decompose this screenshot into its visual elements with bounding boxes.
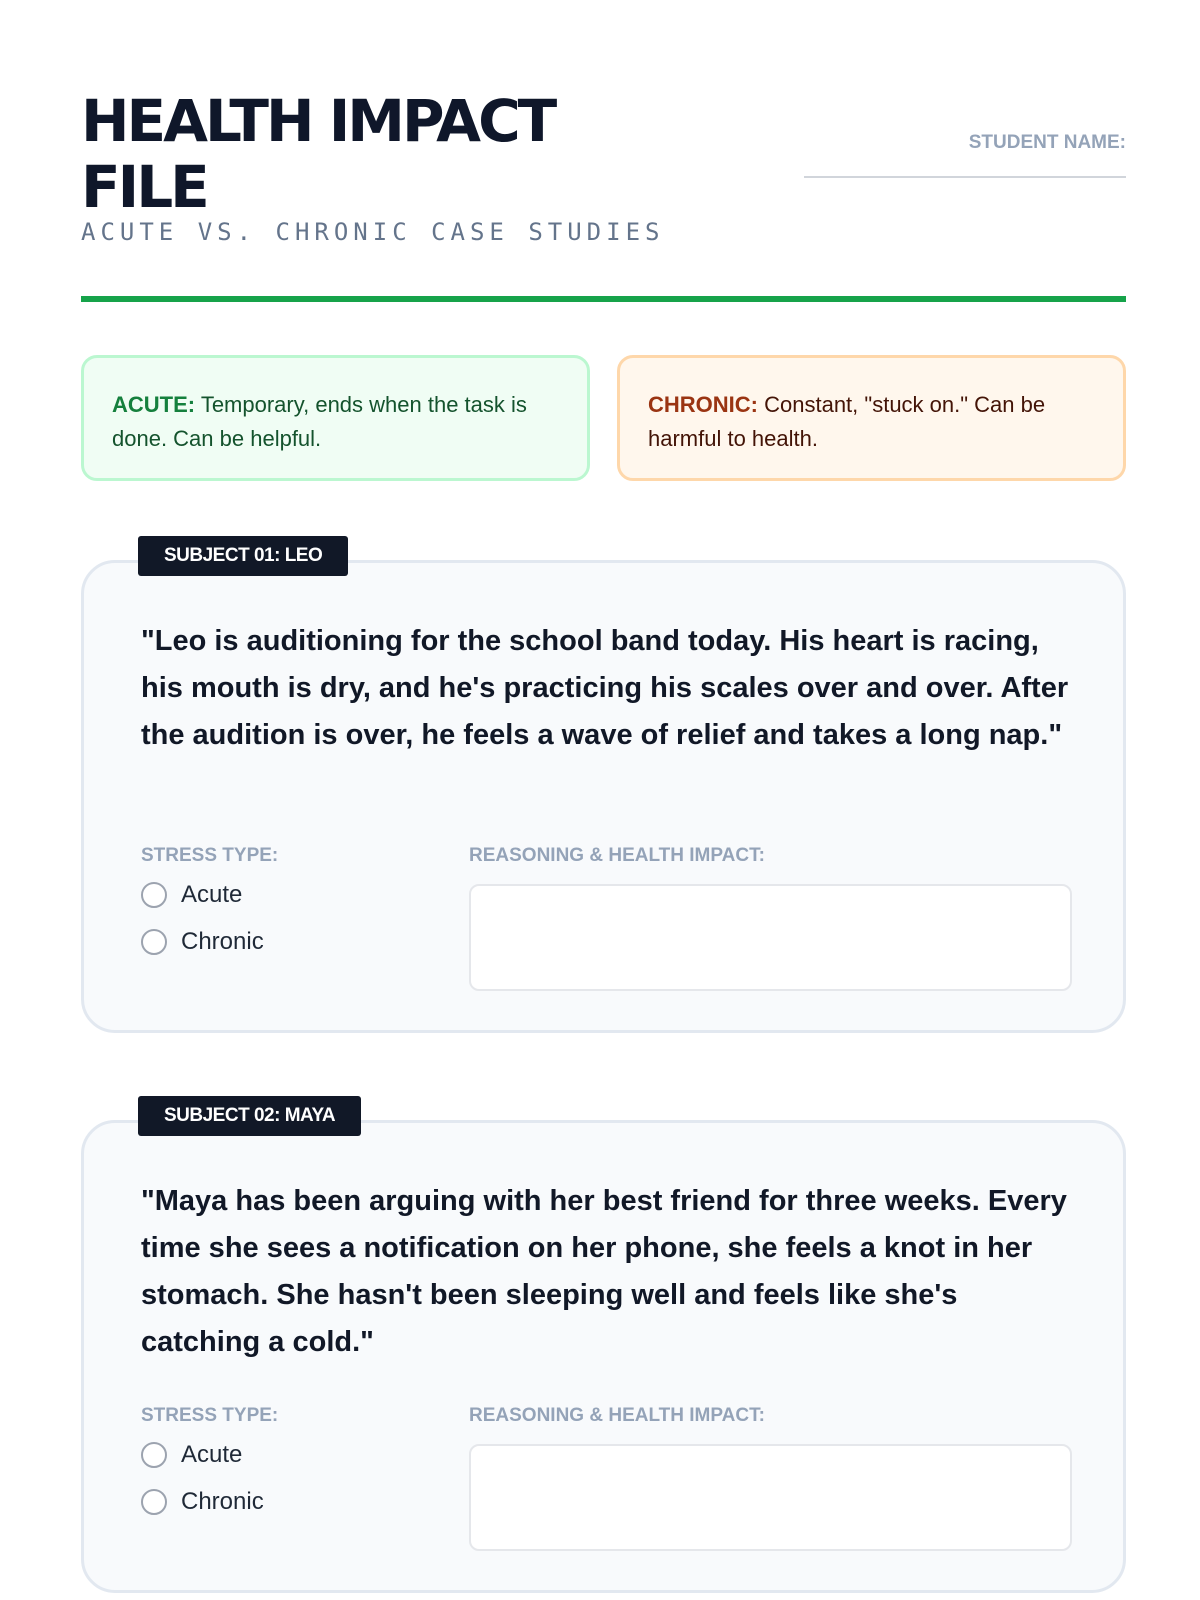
- radio-circle-icon[interactable]: [141, 882, 167, 908]
- case-card: [81, 1120, 1126, 1593]
- radio-circle-icon[interactable]: [141, 1442, 167, 1468]
- page-title: HEALTH IMPACT FILE: [81, 87, 555, 221]
- acute-term: ACUTE:: [112, 392, 196, 417]
- chronic-radio-option[interactable]: [141, 928, 264, 956]
- student-name-field[interactable]: [804, 132, 1126, 178]
- chronic-radio-option[interactable]: [141, 1488, 264, 1516]
- acute-definition-text: Temporary, ends when the task is done. Can be helpful.: [112, 392, 527, 451]
- radio-circle-icon[interactable]: [141, 929, 167, 955]
- chronic-option-label: Chronic: [181, 1488, 264, 1515]
- stress-type-label: STRESS TYPE:: [141, 845, 279, 866]
- student-name-line[interactable]: [804, 176, 1126, 178]
- student-name-label: STUDENT NAME:: [968, 132, 1126, 153]
- radio-circle-icon[interactable]: [141, 1489, 167, 1515]
- chronic-definition-text: Constant, "stuck on." Can be harmful to health.: [648, 392, 1046, 451]
- reasoning-label: REASONING & HEALTH IMPACT:: [469, 845, 765, 866]
- acute-radio-option[interactable]: [141, 881, 242, 909]
- subject-tag: SUBJECT 01: LEO: [138, 536, 348, 576]
- chronic-term: CHRONIC:: [648, 392, 758, 417]
- acute-option-label: Acute: [181, 881, 243, 908]
- acute-radio-option[interactable]: [141, 1441, 242, 1469]
- case-quote: "Maya has been arguing with her best friend for three weeks. Every time she sees a notification on her phone, she feels a knot in her stomach. She hasn't been sleeping well and feels like she's catching a cold.": [141, 1185, 1067, 1358]
- acute-definition-box: [81, 355, 590, 481]
- header-divider: [81, 296, 1126, 302]
- subject-tag: SUBJECT 02: MAYA: [138, 1096, 361, 1136]
- chronic-definition-box: [617, 355, 1126, 481]
- worksheet-header: [81, 88, 1126, 253]
- page-subtitle: ACUTE VS. CHRONIC CASE STUDIES: [81, 218, 665, 246]
- stress-type-label: STRESS TYPE:: [141, 1405, 279, 1426]
- reasoning-label: REASONING & HEALTH IMPACT:: [469, 1405, 765, 1426]
- definitions: [81, 355, 1126, 481]
- case-quote: "Leo is auditioning for the school band today. His heart is racing, his mouth is dry, and he's practicing his scales over and over. After the audition is over, he feels a wave of relief and takes a long nap.": [141, 625, 1069, 751]
- reasoning-answer-box[interactable]: [469, 1444, 1072, 1551]
- chronic-option-label: Chronic: [181, 928, 264, 955]
- reasoning-answer-box[interactable]: [469, 884, 1072, 991]
- acute-option-label: Acute: [181, 1441, 243, 1468]
- case-card: [81, 560, 1126, 1033]
